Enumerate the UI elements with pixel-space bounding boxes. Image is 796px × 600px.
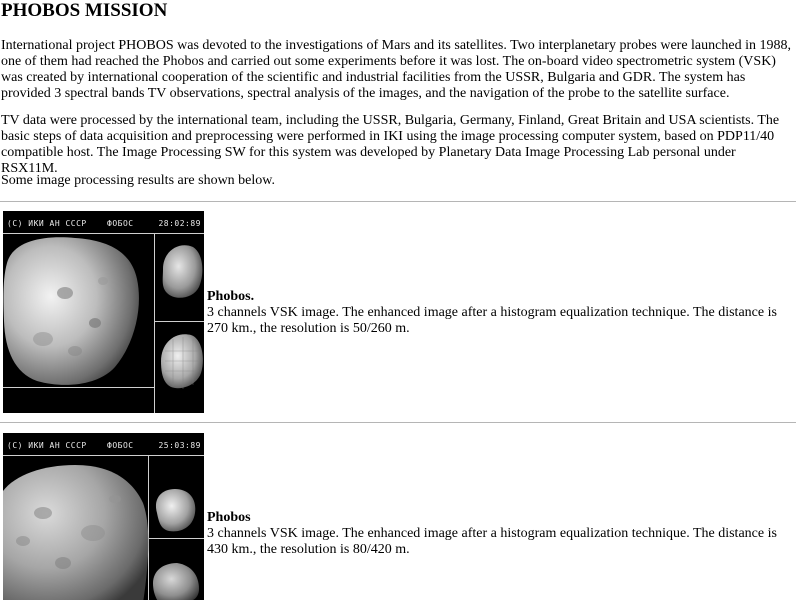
page-title: PHOBOS MISSION <box>1 0 168 21</box>
hud-target-name: ФОБОС <box>107 441 134 450</box>
tv-data-paragraph: TV data were processed by the international team, including the USSR, Bulgaria, Germany, Finland, Great Britain and USA scientists. The basic steps of data acquisition and preprocessing were performed in IKI using the image processing computer system, based on PDP11/40 compatible host. The Image Processing SW for this system was developed by Planetary Data Image Processing Lab personal under RSX11M. <box>1 113 780 176</box>
hud-timestamp: 28:02:89 <box>158 219 201 228</box>
separator-rule <box>0 201 796 202</box>
vsk-hud-header <box>3 433 204 455</box>
hud-target-name: ФОБОС <box>107 219 134 228</box>
hud-copyright: (C) ИКИ АН СССР <box>7 219 87 228</box>
vsk-image-phobos-1 <box>3 211 204 413</box>
intro-paragraph: International project PHOBOS was devoted to the investigations of Mars and its satellites. Two interplanetary probes were launched in 1988, one of them had reached the Phobos and carried out some experiments before it was lost. The on-board video spectrometric system (VSK) was created by international cooperation of the scientific and industrial facilities from the USSR, Bulgaria and GDR. The system has provided 3 spectral bands TV observations, spectral analysis of the images, and the navigation of the probe to the satellite surface. <box>1 38 791 101</box>
hud-copyright: (C) ИКИ АН СССР <box>7 441 87 450</box>
caption-title: Phobos <box>207 510 251 525</box>
separator-rule <box>0 422 796 423</box>
image-caption-1 <box>207 289 793 337</box>
caption-text: 3 channels VSK image. The enhanced image after a histogram equalization technique. The distance is 430 km., the resolution is 80/420 m. <box>207 526 777 557</box>
caption-title: Phobos. <box>207 289 255 304</box>
image-caption-2 <box>207 510 793 558</box>
phobos-image-2 <box>3 433 204 600</box>
vsk-image-phobos-2 <box>3 433 204 600</box>
hud-timestamp: 25:03:89 <box>158 441 201 450</box>
vsk-hud-header <box>3 211 204 233</box>
caption-text: 3 channels VSK image. The enhanced image after a histogram equalization technique. The distance is 270 km., the resolution is 50/260 m. <box>207 305 777 336</box>
phobos-image-1 <box>3 211 204 413</box>
results-intro-paragraph: Some image processing results are shown below. <box>1 173 275 188</box>
